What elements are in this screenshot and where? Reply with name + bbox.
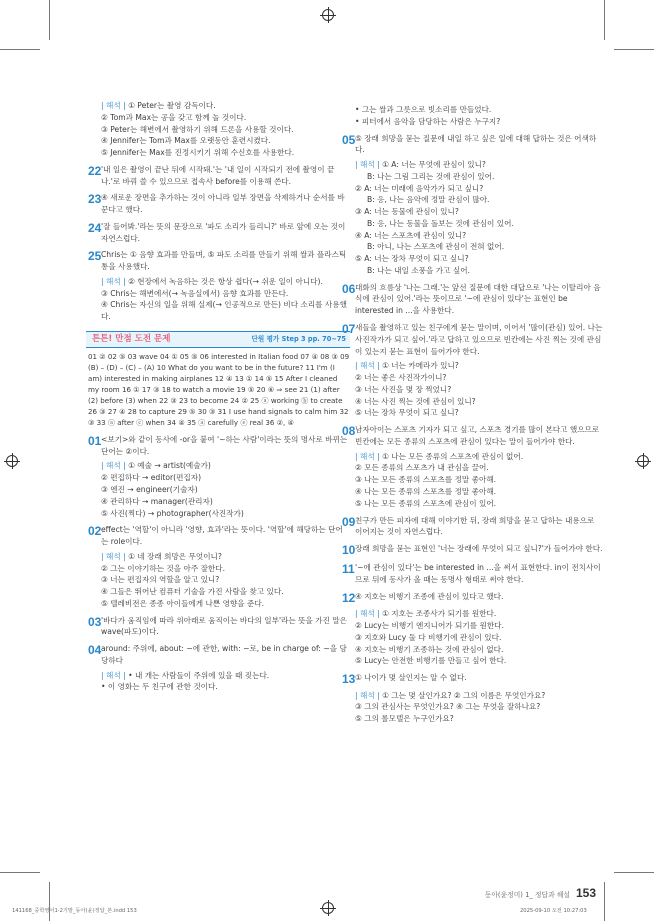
question-number: 01: [88, 433, 102, 448]
translation-label: 해석: [359, 609, 375, 619]
translation-line: B: 응, 나는 동물을 돌보는 것에 관심이 있어.: [367, 218, 514, 228]
footer-label: 동아(윤정미) 1_ 정답과 해설: [484, 891, 570, 899]
answer-key: 01 ② 02 ⑤ 03 wave 04 ① 05 ⑤ 06 interested in Italian food 07 ④ 08 ③ 09 (B) – (D) – (C) – (A) 10 What do you want to be in the future? 11 I'm (I am) interested in making airplanes 12 ④ 13 ① 14 ⑤ 15 After I cleaned my room 16 ① 17 ③ 18 to watch a movie 19 ⑤ 20 ⑥ ⇒ see 21 (1) after (2) before (3) when 22 ③ 23 to become 24 ② 25 ⓐ working ⓑ to create 26 ③ 27 ④ 28 to capture 29 ⑤ 30 ③ 31 I use hand signals to calm him 32 ③ 33 ⓐ after ⓒ when 34 ④ 35 ⓐ carefully ⓔ real 36 ②, ④: [88, 352, 350, 427]
q02-translation: | 해석 | ① 네 장래 희망은 무엇이니? ② 그는 이야기하는 것을 아주 잘한다. ③ 너는 편집자의 역할을 알고 있니? ④ 그들은 뛰어난 컴퓨터 기술을 가진 사람을 찾고 있다. ⑤ 텔레비전은 종종 아이들에게 나쁜 영향을 준다.: [88, 551, 350, 610]
question-explanation: 친구가 만든 피자에 대해 이야기한 뒤, 장래 희망을 묻고 답하는 내용으로 이어지는 것이 자연스럽다.: [355, 515, 595, 537]
question-10: [342, 543, 604, 557]
question-number: 03: [88, 614, 102, 629]
translation-line: ③ A: 너는 동물에 관심이 있니?: [355, 207, 459, 217]
translation-line: ③ 나는 모든 종류의 스포츠를 정말 좋아해.: [355, 475, 497, 485]
translation-line: B: 나는 그림 그리는 것에 관심이 있어.: [367, 171, 495, 181]
translation-label: 해석: [359, 451, 375, 461]
translation-line: B: 나는 내일 소풍을 가고 싶어.: [367, 265, 470, 275]
question-number: 24: [88, 220, 102, 235]
translation-line: • 피터에서 음악을 담당하는 사람은 누구지?: [355, 116, 501, 126]
print-slug-date: 2025-09-10 오전 10:27:03: [520, 908, 587, 914]
question-number: 13: [342, 672, 356, 687]
translation-line: ② Tom과 Max는 공을 갖고 함께 놀 것이다.: [101, 112, 247, 122]
question-explanation: '~에 관심이 있다'는 be interested in ...을 써서 표현한다. in이 전치사이므로 뒤에 동사가 올 때는 동명사 형태로 써야 한다.: [355, 563, 601, 585]
continued-translation: [342, 104, 604, 128]
translation-line: ③ Chris는 해변에서(→ 녹음실에서) 음향 효과를 만든다.: [101, 288, 289, 298]
q08-translation: | 해석 | ① 나는 모든 종류의 스포츠에 관심이 없어. ② 모든 종류의 스포츠가 내 관심을 끌어. ③ 나는 모든 종류의 스포츠를 정말 좋아해. ④ 나는 모든 종류의 스포츠를 정말 좋아해. ⑤ 나는 모든 종류의 스포츠에 관심이 있어.: [342, 451, 604, 510]
translation-line: ⑤ 너는 장차 무엇이 되고 싶니?: [355, 408, 459, 418]
question-05: [342, 133, 604, 157]
translation-line: ③ Peter는 해변에서 촬영하기 위해 드론을 사용할 것이다.: [101, 124, 294, 134]
translation-line: ③ 지호와 Lucy 둘 다 비행기에 관심이 있다.: [355, 632, 502, 642]
question-number: 04: [88, 643, 102, 658]
question-25: [88, 249, 350, 273]
crop-mark: [604, 0, 605, 40]
translation-line: ④ A: 너는 스포츠에 관심이 있니?: [355, 230, 467, 240]
question-number: 25: [88, 249, 102, 264]
question-number: 07: [342, 322, 356, 337]
question-explanation: 대화의 흐름상 '나는 그래.'는 앞선 질문에 대한 대답으로 '나는 이탈리아 음식에 관심이 있어.'라는 뜻이므로 '~에 관심이 있다'는 표현인 be interested in ...을 사용한다.: [355, 282, 601, 316]
question-12: [342, 591, 604, 605]
translation-line: ① Peter는 촬영 감독이다.: [128, 101, 216, 110]
crop-mark: [49, 0, 50, 40]
section-title: 튼튼! 만점 도전 문제: [92, 333, 171, 344]
translation-label: 해석: [105, 461, 121, 471]
question-number: 22: [88, 163, 102, 178]
question-explanation: ④ 새로운 장면을 추가하는 것이 아니라 일부 장면을 삭제하거나 순서를 바꾼다고 했다.: [101, 193, 345, 215]
translation-line: ② 현장에서 녹음하는 것은 항상 쉽다(→ 쉬운 일이 아니다).: [128, 276, 323, 286]
question-06: [342, 282, 604, 317]
question-explanation: ⑤ 장래 희망을 묻는 질문에 내일 하고 싶은 일에 대해 답하는 것은 어색하다.: [355, 133, 597, 155]
question-explanation: '잘 들어봐.'라는 뜻의 문장으로 '파도 소리가 들리니?' 바로 앞에 오는 것이 자연스럽다.: [101, 221, 346, 243]
translation-line: ① 나는 모든 종류의 스포츠에 관심이 없어.: [382, 451, 524, 461]
translation-line: ② 모든 종류의 스포츠가 내 관심을 끌어.: [355, 463, 489, 473]
translation-label: 해석: [359, 160, 375, 170]
translation-line: ④ Chris는 자신의 일을 위해 실제(→ 인공적으로 만든) 비다 소리를 사용했다.: [101, 300, 347, 322]
q01-translation: | 해석 | ① 예술 → artist(예술가) ② 편집하다 → editor(편집자) ③ 엔진 → engineer(기술자) ④ 관리하다 → manager(관리자) ⑤ 사진(찍다) → photographer(사진작가): [88, 460, 350, 519]
question-04: [88, 643, 350, 667]
question-explanation: 새들을 촬영하고 있는 친구에게 묻는 말이며, 이어서 '많이(관심) 있어. 나는 사진작가가 되고 싶어.'라고 답하고 있으므로 빈칸에는 사진 찍는 것에 관심이 있는지 묻는 표현이 들어가야 한다.: [355, 323, 603, 356]
section-meta: 단원 평가 Step 3 pp. 70~75: [251, 335, 346, 344]
translation-label: 해석: [359, 690, 375, 700]
question-explanation: 장래 희망을 묻는 표현인 '너는 장래에 무엇이 되고 싶니?'가 들어가야 한다.: [355, 544, 603, 554]
translation-label: 해석: [105, 276, 121, 286]
question-number: 05: [342, 132, 356, 147]
translation-line: ② 그는 이야기하는 것을 아주 잘한다.: [101, 563, 225, 573]
q13-translation: | 해석 | ① 그는 몇 살인가요? ② 그의 이름은 무엇인가요? ③ 그의 관심사는 무엇인가요? ④ 그는 무엇을 잘하나요? ⑤ 그의 롤모델은 누구인가요?: [342, 690, 604, 725]
registration-mark-bottom: [322, 902, 334, 914]
section-header: [86, 331, 350, 348]
translation-line: ① 너는 카메라가 있니?: [382, 361, 459, 371]
question-24: [88, 221, 350, 245]
translation-line: ⑤ 나는 모든 종류의 스포츠에 관심이 있어.: [355, 498, 497, 508]
translation-label: 해석: [359, 361, 375, 371]
question-number: 09: [342, 514, 356, 529]
translation-line: ② 너는 좋은 사진작가이니?: [355, 373, 447, 383]
question-23: [88, 192, 350, 216]
translation-line: ① A: 너는 무엇에 관심이 있니?: [382, 160, 486, 170]
registration-mark-right: [637, 455, 649, 467]
translation-line: ④ 나는 모든 종류의 스포츠를 정말 좋아해.: [355, 486, 497, 496]
question-02: [88, 524, 350, 548]
translation-line: ③ 너는 편집자의 역할을 알고 있니?: [101, 575, 220, 585]
translation-line: ③ 그의 관심사는 무엇인가요? ④ 그는 무엇을 잘하나요?: [355, 702, 541, 712]
translation-line: ⑤ Jennifer는 Max를 진정시키기 위해 수신호를 사용한다.: [101, 148, 295, 158]
question-explanation: ④ 지호는 비행기 조종에 관심이 있다고 했다.: [355, 591, 504, 601]
q12-translation: | 해석 | ① 지호는 조종사가 되기를 원한다. ② Lucy는 비행기 엔지니어가 되기를 원한다. ③ 지호와 Lucy 둘 다 비행기에 관심이 있다. ④ 지호는 비행기 조종하는 것에 관심이 없다. ⑤ Lucy는 안전한 비행기를 만들고 싶어 한다.: [342, 608, 604, 667]
question-explanation: ① 나이가 몇 살인지는 알 수 없다.: [355, 673, 467, 683]
question-explanation: '바다가 움직임에 따라 위아래로 움직이는 바다의 일부'라는 뜻을 가진 말은 wave(파도)이다.: [101, 615, 347, 637]
translation-line: ⑤ 그의 롤모델은 누구인가요?: [355, 714, 454, 724]
registration-mark-left: [6, 455, 18, 467]
translation-line: B: 응, 나는 음악에 정말 관심이 많아.: [367, 195, 490, 205]
registration-mark-top: [322, 9, 334, 21]
translation-line: ① 네 장래 희망은 무엇이니?: [128, 551, 222, 561]
question-13: [342, 672, 604, 686]
right-column: [342, 104, 604, 725]
question-22: [88, 164, 350, 188]
page-footer: [485, 886, 596, 900]
question-number: 23: [88, 192, 102, 207]
q25-translation: | 해석 | ② 현장에서 녹음하는 것은 항상 쉽다(→ 쉬운 일이 아니다). ③ Chris는 해변에서(→ 녹음실에서) 음향 효과를 만든다. ④ Chris는 자신의 일을 위해 실제(→ 인공적으로 만든) 비다 소리를 사용했다.: [88, 276, 350, 323]
translation-line: ① 그는 몇 살인가요? ② 그의 이름은 무엇인가요?: [382, 690, 546, 700]
question-number: 11: [342, 562, 355, 577]
translation-label: 해석: [105, 101, 121, 110]
q07-translation: | 해석 | ① 너는 카메라가 있니? ② 너는 좋은 사진작가이니? ③ 너는 사진을 몇 장 찍었니? ④ 너는 사진 찍는 것에 관심이 있니? ⑤ 너는 장차 무엇이 되고 싶니?: [342, 360, 604, 419]
crop-mark: [49, 882, 50, 921]
question-number: 10: [342, 543, 356, 558]
intro-translation: | 해석 | ① Peter는 촬영 감독이다. ② Tom과 Max는 공을 갖고 함께 놀 것이다. ③ Peter는 해변에서 촬영하기 위해 드론을 사용할 것이다. ④ Jennifer는 Tom과 Max를 오랫동안 훈련시켰다. ⑤ Jennifer는 Max를 진정시키기 위해 수신호를 사용한다.: [88, 100, 350, 159]
question-explanation: <보기>와 같이 동사에 -or을 붙여 '~하는 사람'이라는 뜻의 명사로 바뀌는 단어는 ②이다.: [101, 434, 348, 456]
question-explanation: Chris는 ① 음향 효과를 만들며, ⑤ 파도 소리를 만들기 위해 쌀과 플라스틱 통을 사용했다.: [101, 250, 347, 272]
translation-line: ④ 지호는 비행기 조종하는 것에 관심이 없다.: [355, 644, 504, 654]
translation-line: ② 편집하다 → editor(편집자): [101, 473, 202, 483]
translation-line: ⑤ Lucy는 안전한 비행기를 만들고 싶어 한다.: [355, 656, 507, 666]
q04-translation: | 해석 | • 내 개는 사람들이 주위에 있을 때 짖는다. • 이 영화는 두 친구에 관한 것이다.: [88, 670, 350, 694]
translation-line: ⑤ 사진(찍다) → photographer(사진작가): [101, 508, 244, 518]
translation-line: ③ 엔진 → engineer(기술자): [101, 484, 198, 494]
translation-line: ④ 너는 사진 찍는 것에 관심이 있니?: [355, 396, 476, 406]
translation-line: B: 아니, 나는 스포츠에 관심이 전혀 없어.: [367, 242, 505, 252]
crop-mark: [604, 882, 605, 921]
print-slug-file: 141168_중학영어1-2기말_동아(윤)정답_본.indd 153: [12, 908, 137, 914]
translation-line: ① 예술 → artist(예술가): [128, 461, 211, 471]
question-number: 06: [342, 281, 356, 296]
q05-translation: | 해석 | ① A: 너는 무엇에 관심이 있니? B: 나는 그림 그리는 것에 관심이 있어. ② A: 너는 미래에 음악가가 되고 싶니? B: 응, 나는 음악에 정말 관심이 많아. ③ A: 너는 동물에 관심이 있니? B: 응, 나는 동물을 돌보는 것에 관심이 있어. ④ A: 너는 스포츠에 관심이 있니? B: 아니, 나는 스포츠에 관심이 전혀 없어. ⑤ A: 너는 장차 무엇이 되고 싶니? B: 나는 내일 소풍을 가고 싶어.: [342, 159, 604, 277]
question-explanation: '내 일은 촬영이 끝난 뒤에 시작돼.'는 '내 일이 시작되기 전에 촬영이 끝나.'로 바꿔 쓸 수 있으므로 접속사 before를 이용해 쓴다.: [101, 164, 335, 186]
question-11: [342, 562, 604, 586]
translation-line: ④ 관리하다 → manager(관리자): [101, 496, 213, 506]
question-08: [342, 424, 604, 448]
crop-mark: [0, 49, 40, 50]
translation-line: ⑤ 텔레비전은 종종 아이들에게 나쁜 영향을 준다.: [101, 598, 265, 608]
crop-mark: [0, 872, 40, 873]
left-column: [88, 100, 350, 693]
translation-line: • 이 영화는 두 친구에 관한 것이다.: [101, 682, 218, 692]
translation-line: ③ 너는 사진을 몇 장 찍었니?: [355, 384, 452, 394]
crop-mark: [614, 49, 654, 50]
crop-mark: [614, 872, 654, 873]
translation-line: ④ 그들은 뛰어난 컴퓨터 기술을 가진 사람을 찾고 있다.: [101, 587, 284, 597]
translation-label: 해석: [105, 551, 121, 561]
question-explanation: around: 주위에, about: ~에 관한, with: ~로, be in charge of: ~을 담당하다: [101, 644, 347, 665]
translation-line: ⑤ A: 너는 장차 무엇이 되고 싶니?: [355, 254, 469, 264]
question-number: 12: [342, 590, 356, 605]
question-explanation: effect는 '역할'이 아니라 '영향, 효과'라는 뜻이다. '역할'에 해당하는 단어는 role이다.: [101, 525, 343, 547]
translation-line: • 내 개는 사람들이 주위에 있을 때 짖는다.: [128, 670, 270, 680]
page-number: 153: [575, 886, 596, 900]
question-01: [88, 434, 350, 458]
translation-line: ② A: 너는 미래에 음악가가 되고 싶니?: [355, 183, 484, 193]
translation-label: 해석: [105, 670, 121, 680]
question-03: [88, 615, 350, 639]
question-09: [342, 515, 604, 539]
translation-line: ④ Jennifer는 Tom과 Max를 오랫동안 훈련시켰다.: [101, 136, 271, 146]
question-07: [342, 322, 604, 357]
question-explanation: 남자아이는 스포츠 기자가 되고 싶고, 스포츠 경기를 많이 본다고 했으므로 빈칸에는 모든 종류의 스포츠에 관심이 있다는 말이 들어가야 한다.: [355, 425, 600, 446]
question-number: 08: [342, 424, 356, 439]
translation-line: ② Lucy는 비행기 엔지니어가 되기를 원한다.: [355, 621, 504, 631]
translation-line: • 그는 쌀과 그릇으로 빗소리를 만들었다.: [355, 105, 492, 114]
translation-line: ① 지호는 조종사가 되기를 원한다.: [382, 609, 497, 619]
question-number: 02: [88, 524, 102, 539]
